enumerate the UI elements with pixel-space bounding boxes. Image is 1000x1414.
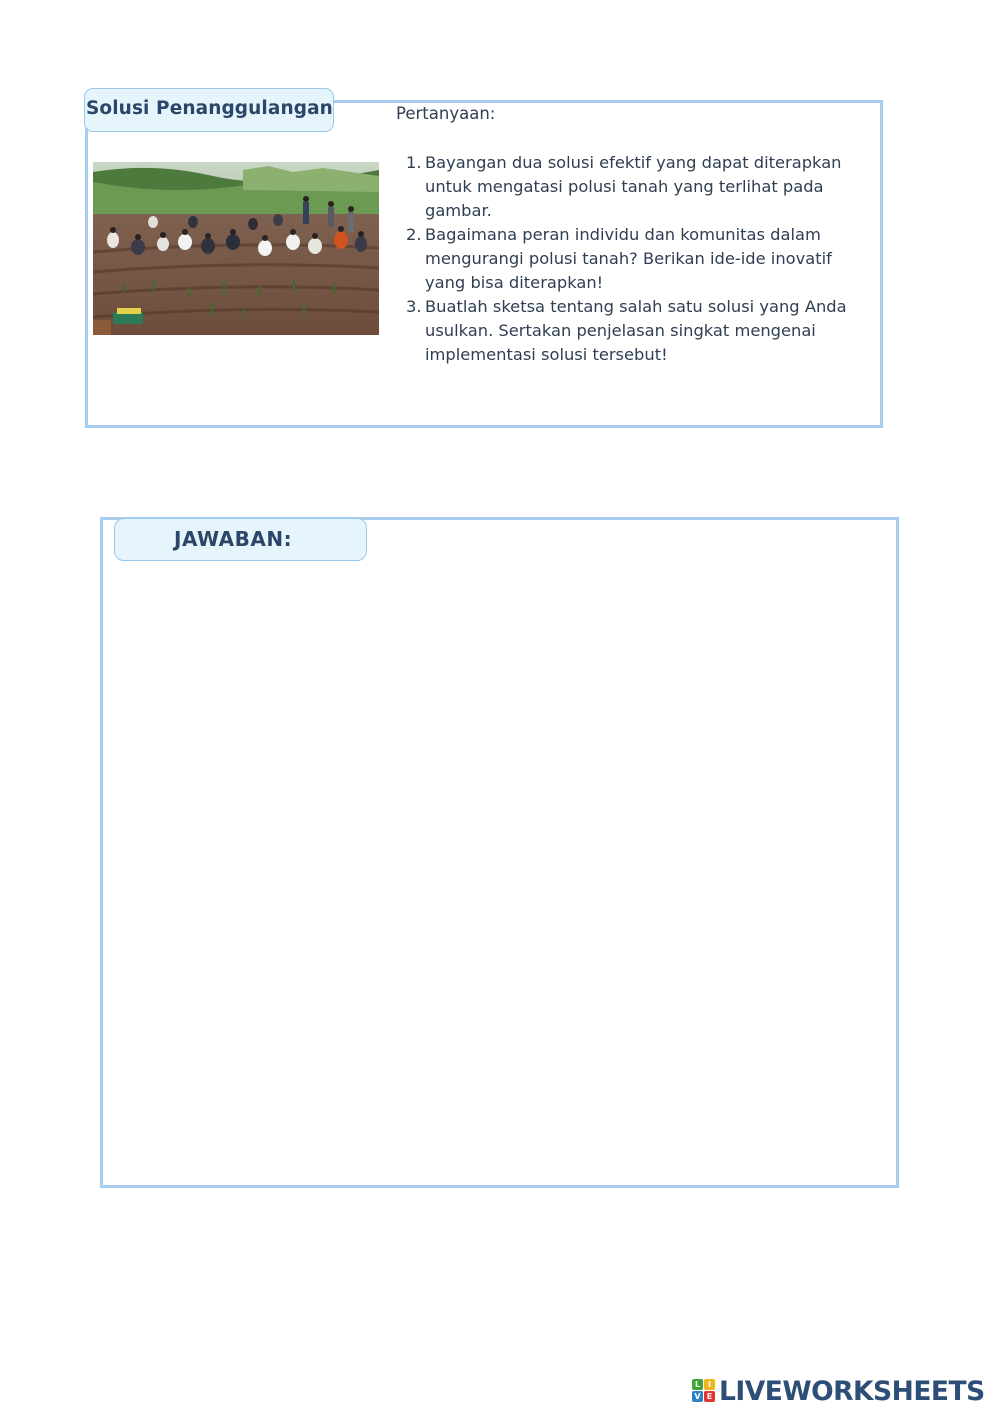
question-item — [404, 151, 874, 223]
logo-letter: E — [704, 1391, 715, 1402]
question-text: Buatlah sketsa tentang salah satu solusi yang Anda usulkan. Sertakan penjelasan singkat mengenai implementasi solusi tersebut! — [425, 297, 847, 364]
logo-letter: I — [704, 1379, 715, 1390]
answer-area[interactable] — [100, 517, 899, 1188]
brand-name: LIVEWORKSHEETS — [719, 1376, 985, 1407]
logo-letter: L — [692, 1379, 703, 1390]
questions-heading: Pertanyaan: — [396, 104, 496, 123]
planting-photo — [93, 162, 379, 335]
liveworksheets-icon — [692, 1379, 718, 1403]
question-text: Bagaimana peran individu dan komunitas dalam mengurangi polusi tanah? Berikan ide-ide inovatif yang bisa diterapkan! — [425, 225, 832, 292]
question-item — [404, 295, 874, 367]
question-text: Bayangan dua solusi efektif yang dapat diterapkan untuk mengatasi polusi tanah yang terlihat pada gambar. — [425, 153, 842, 220]
logo-letter: V — [692, 1391, 703, 1402]
section-title: Solusi Penanggulangan — [86, 98, 333, 119]
questions-list — [404, 151, 874, 367]
question-number: 1. — [406, 153, 422, 172]
question-item — [404, 223, 874, 295]
answer-heading: JAWABAN: — [174, 527, 293, 551]
question-number: 2. — [406, 225, 422, 244]
question-number: 3. — [406, 297, 422, 316]
